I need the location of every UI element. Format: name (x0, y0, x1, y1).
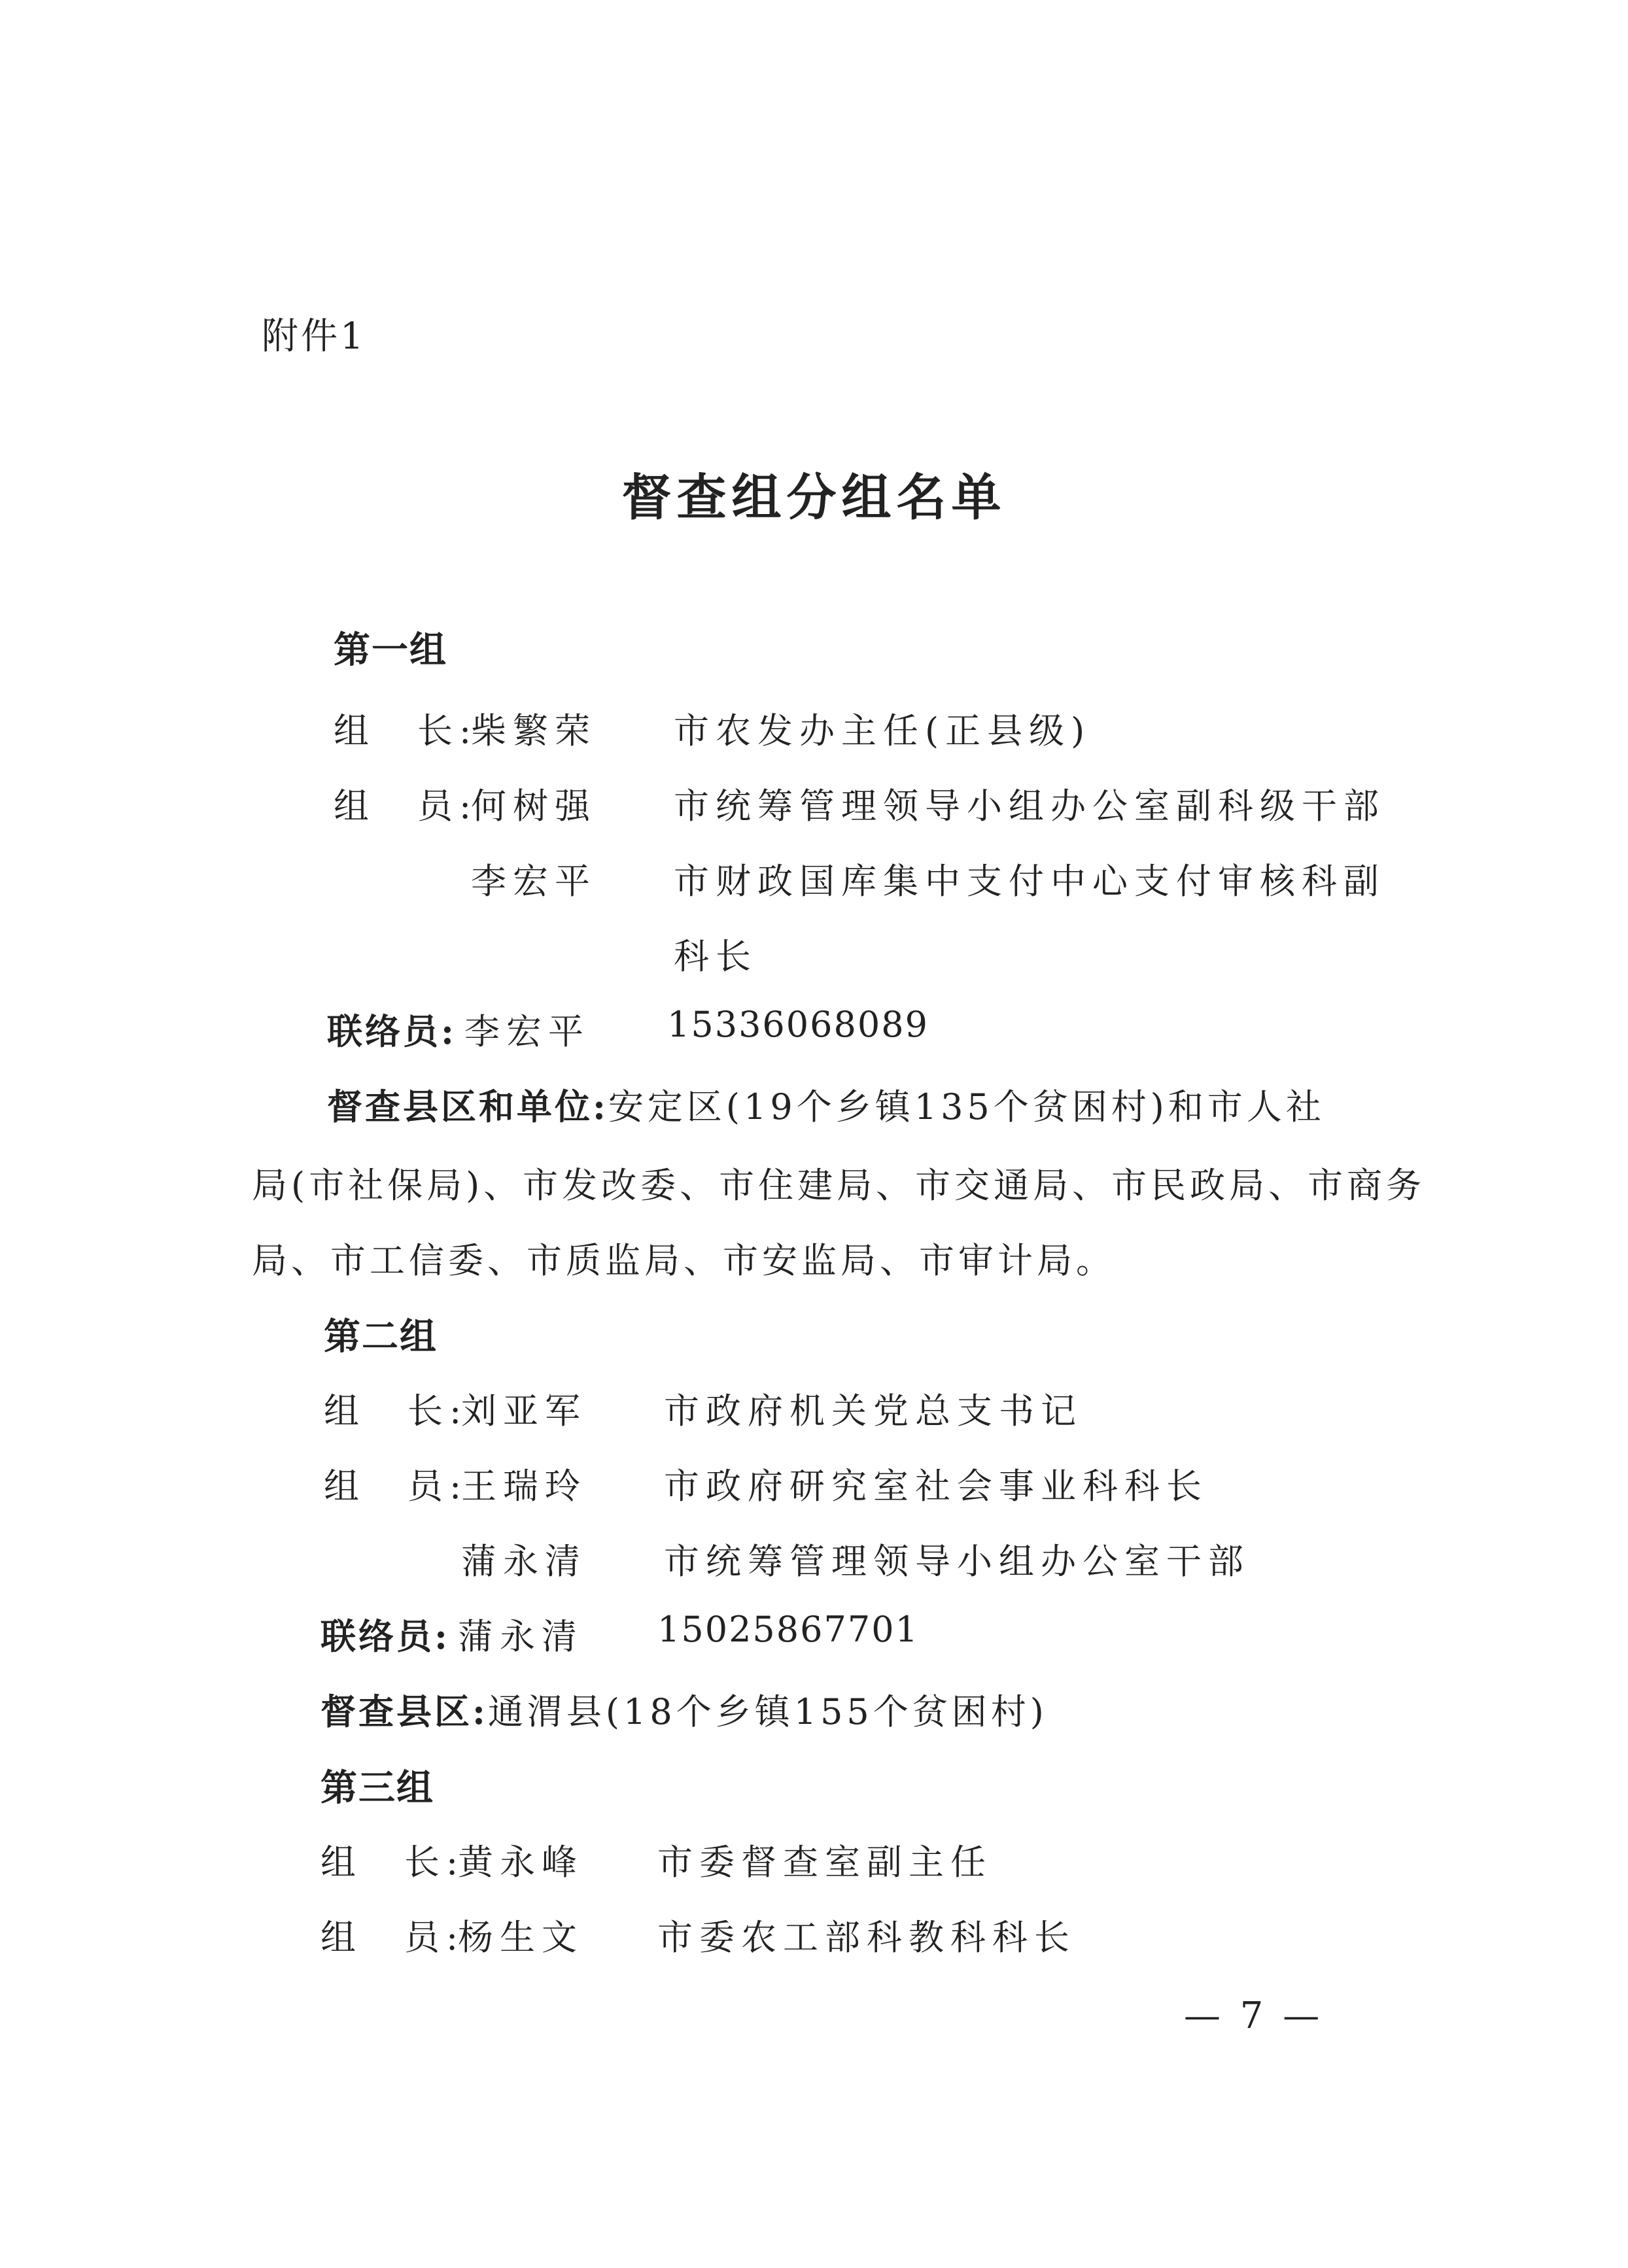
member-title-line1: 市财政国库集中支付中心支付审核科副 (674, 861, 1385, 902)
attachment-label: 附件1 (262, 315, 366, 358)
member-label: 组 员: (334, 785, 478, 827)
scope-label: 督查县区: (320, 1691, 488, 1732)
leader-name: 柴繁荣 (471, 710, 597, 751)
member-name: 李宏平 (471, 861, 597, 902)
scope-line: 局、市工信委、市质监局、市安监局、市审计局。 (252, 1240, 1115, 1281)
member-title: 市委农工部科教科科长 (657, 1917, 1076, 1958)
liaison-phone: 15336068089 (667, 1004, 929, 1045)
liaison-label: 联络员: (320, 1615, 450, 1657)
member-name: 杨生文 (458, 1917, 583, 1958)
group-heading: 第一组 (334, 628, 447, 672)
leader-name: 黄永峰 (458, 1842, 583, 1883)
member-name: 蒲永清 (461, 1541, 587, 1582)
leader-title: 市委督查室副主任 (657, 1842, 992, 1883)
group-heading: 第三组 (320, 1766, 434, 1810)
liaison-label: 联络员: (327, 1010, 457, 1052)
leader-name: 刘亚军 (461, 1390, 587, 1432)
scope-line (327, 1079, 1325, 1129)
leader-label: 组 长: (324, 1390, 468, 1432)
liaison-name: 蒲永清 (458, 1616, 583, 1657)
member-title: 市统筹管理领导小组办公室干部 (664, 1541, 1250, 1582)
scope-label: 督查县区和单位: (327, 1086, 608, 1127)
member-name: 何树强 (471, 785, 597, 827)
leader-label: 组 长: (320, 1842, 465, 1883)
member-label: 组 员: (324, 1466, 468, 1507)
liaison-name: 李宏平 (464, 1011, 590, 1052)
member-label: 组 员: (320, 1917, 465, 1958)
member-title-line2: 科长 (674, 936, 757, 977)
document-title: 督查组分组名单 (621, 468, 1007, 526)
scope-text: 通渭县(18个乡镇155个贫困村) (487, 1691, 1048, 1732)
leader-title: 市政府机关党总支书记 (664, 1390, 1082, 1432)
group-heading: 第二组 (324, 1315, 438, 1358)
scope-text: 安定区(19个乡镇135个贫困村)和市人社 (608, 1086, 1325, 1127)
page-number: — 7 — (1184, 1995, 1324, 2037)
member-title: 市统筹管理领导小组办公室副科级干部 (674, 785, 1385, 827)
member-title: 市政府研究室社会事业科科长 (664, 1466, 1208, 1507)
liaison-phone: 15025867701 (657, 1609, 919, 1650)
scope-line: 局(市社保局)、市发改委、市住建局、市交通局、市民政局、市商务 (252, 1165, 1426, 1206)
leader-label: 组 长: (334, 710, 478, 751)
member-name: 王瑞玲 (461, 1466, 587, 1507)
scope-line (320, 1684, 1048, 1734)
leader-title: 市农发办主任(正县级) (674, 710, 1092, 751)
